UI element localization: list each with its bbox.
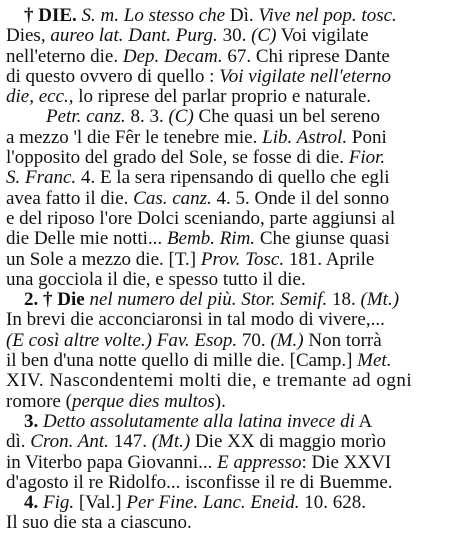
text-segment: E appresso — [217, 452, 302, 473]
text-segment: Fior. — [348, 148, 386, 169]
text-line — [6, 250, 464, 270]
text-segment: in Viterbo papa Giovanni... — [6, 452, 218, 473]
text-segment: S. m. — [76, 6, 124, 26]
text-segment: (Mt.) — [360, 290, 400, 311]
text-line — [6, 229, 464, 249]
text-line — [6, 128, 464, 148]
text-line — [6, 432, 464, 452]
text-segment: Che giunse quasi — [255, 229, 390, 250]
text-line — [6, 351, 464, 371]
text-line — [6, 513, 464, 533]
text-line — [6, 493, 464, 513]
text-segment: Met. — [357, 351, 392, 372]
text-segment: Stor. Semif. — [241, 290, 328, 311]
text-segment: 147. — [108, 432, 152, 453]
text-segment: (C) — [168, 107, 194, 128]
text-segment: Petr. canz. — [46, 107, 126, 128]
text-segment: die Delle mie notti... — [6, 229, 167, 250]
text-line — [6, 331, 464, 351]
text-segment: Bemb. Rim. — [166, 229, 256, 250]
text-segment: 8. 3. — [125, 107, 169, 128]
text-segment: 67. Chi riprese Dante — [222, 46, 390, 67]
text-segment: un Sole a mezzo die. [T.] — [6, 249, 201, 270]
text-line — [6, 67, 464, 87]
text-segment: 18. — [327, 290, 361, 311]
text-segment: (M.) — [270, 330, 304, 351]
text-segment: (C) — [251, 26, 277, 47]
text-segment: di questo ovvero di quello : — [6, 66, 220, 87]
text-segment: Voi vigilate — [276, 26, 369, 47]
text-segment: aureo lat. — [50, 26, 124, 47]
text-segment: una gocciola il die, e spesso tutto il die. — [6, 269, 306, 290]
text-segment: Il suo die sta a ciascuno. — [6, 513, 192, 534]
text-segment: 3. — [24, 411, 43, 432]
text-line — [6, 6, 464, 26]
text-segment: A — [354, 411, 373, 432]
text-line — [6, 148, 464, 168]
text-line — [6, 412, 464, 432]
text-segment: (Mt.) — [151, 432, 191, 453]
text-segment: 2. † Die — [24, 290, 90, 311]
text-segment: Per Fine. — [126, 493, 199, 514]
text-segment: 70. — [237, 330, 271, 351]
text-line — [6, 26, 464, 46]
text-segment: a mezzo 'l die Fêr le tenebre mie. — [6, 127, 263, 148]
text-segment: 4. — [24, 493, 43, 514]
text-segment: lo riprese del parlar proprio e naturale. — [73, 87, 372, 108]
text-segment: S. Franc. — [6, 168, 77, 189]
text-segment: 4. 5. Onde il del sonno — [211, 188, 390, 209]
text-segment: † — [24, 6, 39, 26]
text-line — [6, 168, 464, 188]
text-segment: Prov. Tosc. — [200, 249, 285, 270]
text-segment: romore ( — [6, 391, 72, 412]
text-segment: nel numero del più. — [89, 290, 237, 311]
text-segment: il ben d'una notte quello di mille die. [Camp.] — [6, 351, 358, 372]
text-line — [6, 371, 464, 391]
text-segment: Lo stesso che — [123, 6, 226, 26]
text-segment: Dant. Purg. — [128, 26, 218, 47]
text-segment: : Die XXVI — [301, 452, 392, 473]
text-segment: ). — [214, 391, 226, 412]
text-segment: die, ecc., — [6, 87, 74, 108]
text-segment: l'opposito del grado del Sole, se fosse di die. — [6, 148, 349, 169]
text-segment: XIV. Nascondentemi molti die, e tremante ad ogni — [6, 371, 413, 392]
text-segment: In brevi die acconciaronsi in tal modo di vivere,... — [6, 310, 385, 331]
text-segment: 4. E la sera ripensando di quello che egli — [76, 168, 390, 189]
text-segment: Vive nel pop. tosc. — [258, 6, 397, 26]
text-segment: dì. — [6, 432, 31, 453]
text-segment: Poni — [347, 127, 387, 148]
text-segment: perque dies multos — [71, 391, 215, 412]
text-segment: Voi vigilate nell'eterno — [219, 66, 392, 87]
text-segment: Fav. Esop. — [156, 330, 238, 351]
text-line — [6, 189, 464, 209]
text-segment: Detto assolutamente alla latina invece di — [43, 411, 355, 432]
text-segment: Cas. canz. — [133, 188, 212, 209]
text-segment: Cron. Ant. — [30, 432, 109, 453]
text-line — [6, 107, 464, 127]
text-segment: Dep. Decam. — [122, 46, 223, 67]
text-segment: Dies, — [6, 26, 51, 47]
text-line — [6, 87, 464, 107]
text-line — [6, 310, 464, 330]
text-segment: e del riposo l'ore Dolci sceniando, parte aggiunsi al — [6, 208, 396, 229]
text-segment: avea fatto il die. — [6, 188, 134, 209]
text-line — [6, 270, 464, 290]
text-segment: [Val.] — [74, 493, 127, 514]
text-segment: 181. Aprile — [284, 249, 375, 270]
text-segment: Fig. — [43, 493, 75, 514]
text-segment: nell'eterno die. — [6, 46, 123, 67]
text-line — [6, 453, 464, 473]
text-segment: (E così altre volte.) — [6, 330, 152, 351]
text-line — [6, 392, 464, 412]
text-segment: d'agosto il re Ridolfo... isconfisse il re di Buemme. — [6, 472, 393, 493]
text-segment: Dì. — [225, 6, 259, 26]
text-line — [6, 47, 464, 67]
text-segment: Lanc. Eneid. — [202, 493, 300, 514]
text-line — [6, 209, 464, 229]
text-segment: Non torrà — [303, 330, 382, 351]
text-line — [6, 290, 464, 310]
text-segment: 30. — [217, 26, 252, 47]
text-segment: 10. 628. — [299, 493, 366, 514]
text-line — [6, 473, 464, 493]
text-segment: Che quasi un bel sereno — [193, 107, 381, 128]
text-segment: DIE. — [38, 6, 77, 26]
text-segment: Die XX di maggio morìo — [190, 432, 386, 453]
text-segment: Lib. Astrol. — [262, 127, 348, 148]
